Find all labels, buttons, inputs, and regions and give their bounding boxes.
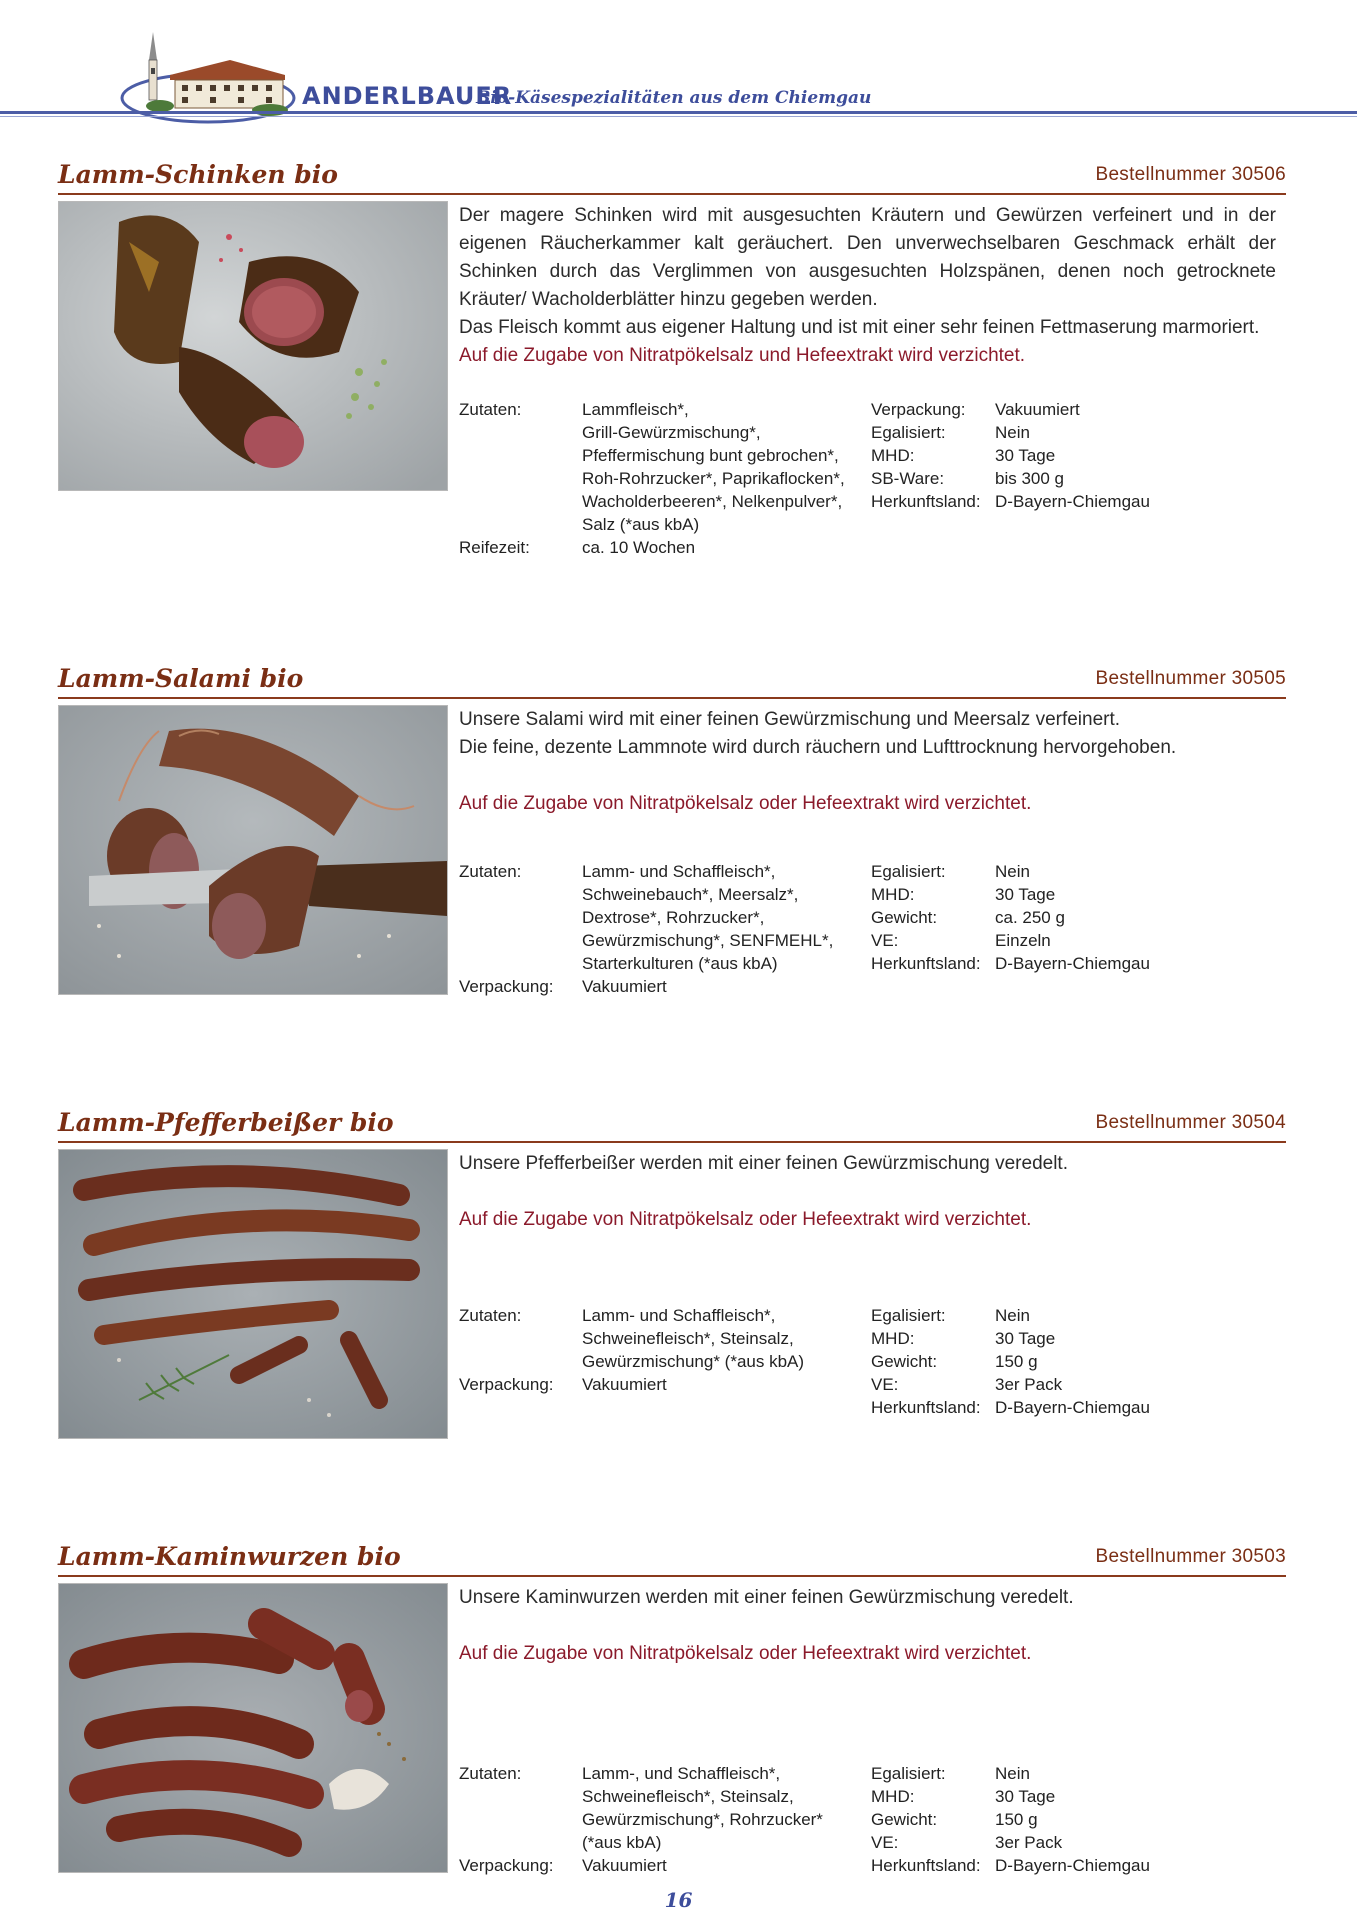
spec-label: Egalisiert: bbox=[871, 862, 946, 881]
spec-label: Egalisiert: bbox=[871, 1306, 946, 1325]
brand-name: ANDERLBAUER bbox=[302, 82, 513, 110]
spec-values-right bbox=[995, 860, 1150, 975]
spec-labels-right bbox=[871, 1762, 981, 1877]
spec-value: Lammfleisch*, bbox=[582, 400, 689, 419]
spec-value: Lamm- und Schaffleisch*, bbox=[582, 1306, 776, 1325]
spec-value: Schweinebauch*, Meersalz*, bbox=[582, 885, 799, 904]
spec-values-left bbox=[582, 1304, 804, 1396]
spec-value: bis 300 g bbox=[995, 469, 1064, 488]
description-paragraph: Das Fleisch kommt aus eigener Haltung und ist mit einer sehr feinen Fettmaserung marmoriert. bbox=[459, 317, 1260, 338]
order-number: Bestellnummer 30504 bbox=[1095, 1112, 1286, 1133]
spec-value: Roh-Rohrzucker*, Paprikaflocken*, bbox=[582, 469, 845, 488]
spec-value: Gewürzmischung*, Rohrzucker* bbox=[582, 1810, 823, 1829]
spec-values-left bbox=[582, 1762, 823, 1877]
spec-labels-right bbox=[871, 860, 981, 975]
spec-value: 30 Tage bbox=[995, 446, 1056, 465]
spec-value: Schweinefleisch*, Steinsalz, bbox=[582, 1787, 794, 1806]
spec-value: Einzeln bbox=[995, 931, 1051, 950]
spec-value: Vakuumiert bbox=[582, 1856, 667, 1875]
spec-label: Zutaten: bbox=[459, 862, 522, 881]
spec-label: VE: bbox=[871, 1375, 899, 1394]
section-divider bbox=[58, 1575, 1286, 1577]
spec-label: Verpackung: bbox=[459, 977, 554, 996]
product-photo bbox=[58, 1583, 448, 1873]
spacer bbox=[459, 1612, 1276, 1640]
product-photo bbox=[58, 201, 448, 491]
spacer bbox=[459, 762, 1276, 790]
spec-label: Verpackung: bbox=[871, 400, 966, 419]
spec-value: Gewürzmischung* (*aus kbA) bbox=[582, 1352, 805, 1371]
spec-value: Lamm- und Schaffleisch*, bbox=[582, 862, 776, 881]
spec-label: Egalisiert: bbox=[871, 423, 946, 442]
description-paragraph: Der magere Schinken wird mit ausgesuchten Kräutern und Gewürzen verfeinert und in der eigenen Räucherkammer kalt geräuchert. Den unverwechselbaren Geschmack erhält der Schinken durch das Verglimmen von ausgesuchten Holzspänen, denen noch getrocknete Kräuter/ Wacholderblätter hinzu gegeben werden. bbox=[459, 205, 1276, 310]
spec-labels-right bbox=[871, 398, 981, 513]
spec-value: D-Bayern-Chiemgau bbox=[995, 1856, 1150, 1875]
spec-value: Nein bbox=[995, 423, 1030, 442]
product-photo bbox=[58, 705, 448, 995]
description-paragraph: Unsere Salami wird mit einer feinen Gewürzmischung und Meersalz verfeinert. bbox=[459, 709, 1121, 730]
spec-label: Gewicht: bbox=[871, 908, 938, 927]
description-paragraph: Unsere Pfefferbeißer werden mit einer feinen Gewürzmischung veredelt. bbox=[459, 1153, 1068, 1174]
spec-values-right bbox=[995, 398, 1150, 513]
spec-label: VE: bbox=[871, 1833, 899, 1852]
spec-value: ca. 250 g bbox=[995, 908, 1065, 927]
spec-values-right bbox=[995, 1304, 1150, 1419]
spec-label: Gewicht: bbox=[871, 1352, 938, 1371]
spec-label: Herkunftsland: bbox=[871, 1398, 981, 1417]
spec-label: Zutaten: bbox=[459, 1764, 522, 1783]
spec-labels-left bbox=[459, 1304, 554, 1396]
additive-note: Auf die Zugabe von Nitratpökelsalz oder Hefeextrakt wird verzichtet. bbox=[459, 793, 1032, 814]
spec-value: D-Bayern-Chiemgau bbox=[995, 492, 1150, 511]
spec-value: 30 Tage bbox=[995, 885, 1056, 904]
spec-labels-right bbox=[871, 1304, 981, 1419]
page-number: 16 bbox=[664, 1888, 693, 1912]
spec-values-left bbox=[582, 860, 833, 998]
spec-label: MHD: bbox=[871, 446, 915, 465]
brand-tagline: Bio-Käsespezialitäten aus dem Chiemgau bbox=[476, 88, 872, 108]
spec-value: 3er Pack bbox=[995, 1833, 1063, 1852]
spec-value: Pfeffermischung bunt gebrochen*, bbox=[582, 446, 839, 465]
spacer bbox=[459, 1178, 1276, 1206]
spec-value: D-Bayern-Chiemgau bbox=[995, 954, 1150, 973]
section-divider bbox=[58, 1141, 1286, 1143]
spec-value: 30 Tage bbox=[995, 1329, 1056, 1348]
farmhouse-logo-icon bbox=[120, 20, 300, 125]
spec-value: 30 Tage bbox=[995, 1787, 1056, 1806]
additive-note: Auf die Zugabe von Nitratpökelsalz oder Hefeextrakt wird verzichtet. bbox=[459, 1643, 1032, 1664]
spec-value: Vakuumiert bbox=[582, 1375, 667, 1394]
spec-label: Gewicht: bbox=[871, 1810, 938, 1829]
product-description bbox=[459, 1584, 1276, 1668]
spec-value: Lamm-, und Schaffleisch*, bbox=[582, 1764, 781, 1783]
spec-label: MHD: bbox=[871, 1329, 915, 1348]
spec-label: Reifezeit: bbox=[459, 538, 530, 557]
spec-value: Schweinefleisch*, Steinsalz, bbox=[582, 1329, 794, 1348]
spec-label: Herkunftsland: bbox=[871, 954, 981, 973]
spec-labels-left bbox=[459, 860, 554, 998]
spec-value: Salz (*aus kbA) bbox=[582, 515, 700, 534]
spec-label: Verpackung: bbox=[459, 1856, 554, 1875]
page-header bbox=[0, 0, 1357, 130]
order-number: Bestellnummer 30503 bbox=[1095, 1546, 1286, 1567]
spec-label: Herkunftsland: bbox=[871, 1856, 981, 1875]
spec-value: 150 g bbox=[995, 1352, 1038, 1371]
product-title: Lamm-Salami bio bbox=[58, 664, 304, 693]
spec-label: Herkunftsland: bbox=[871, 492, 981, 511]
spec-value: D-Bayern-Chiemgau bbox=[995, 1398, 1150, 1417]
product-photo bbox=[58, 1149, 448, 1439]
spec-value: Grill-Gewürzmischung*, bbox=[582, 423, 761, 442]
spec-label: Egalisiert: bbox=[871, 1764, 946, 1783]
spec-value: Wacholderbeeren*, Nelkenpulver*, bbox=[582, 492, 843, 511]
section-divider bbox=[58, 697, 1286, 699]
spec-label: VE: bbox=[871, 931, 899, 950]
additive-note: Auf die Zugabe von Nitratpökelsalz und Hefeextrakt wird verzichtet. bbox=[459, 345, 1026, 366]
spec-label: MHD: bbox=[871, 1787, 915, 1806]
spec-value: Nein bbox=[995, 1306, 1030, 1325]
spec-value: Starterkulturen (*aus kbA) bbox=[582, 954, 778, 973]
spec-value: Nein bbox=[995, 1764, 1030, 1783]
additive-note: Auf die Zugabe von Nitratpökelsalz oder Hefeextrakt wird verzichtet. bbox=[459, 1209, 1032, 1230]
spec-label: MHD: bbox=[871, 885, 915, 904]
product-description bbox=[459, 202, 1276, 370]
spec-label: Zutaten: bbox=[459, 400, 522, 419]
spec-label: SB-Ware: bbox=[871, 469, 945, 488]
spec-values-left bbox=[582, 398, 845, 559]
spec-value: ca. 10 Wochen bbox=[582, 538, 696, 557]
spec-value: Vakuumiert bbox=[582, 977, 667, 996]
header-divider bbox=[0, 111, 1357, 114]
spec-labels-left bbox=[459, 398, 530, 559]
spec-value: (*aus kbA) bbox=[582, 1833, 662, 1852]
spec-value: 150 g bbox=[995, 1810, 1038, 1829]
spec-value: Gewürzmischung*, SENFMEHL*, bbox=[582, 931, 834, 950]
spec-label: Verpackung: bbox=[459, 1375, 554, 1394]
order-number: Bestellnummer 30506 bbox=[1095, 164, 1286, 185]
spec-labels-left bbox=[459, 1762, 554, 1877]
product-title: Lamm-Schinken bio bbox=[58, 160, 338, 189]
header-divider-thin bbox=[0, 116, 1357, 117]
product-title: Lamm-Pfefferbeißer bio bbox=[58, 1108, 394, 1137]
product-title: Lamm-Kaminwurzen bio bbox=[58, 1542, 401, 1571]
product-description bbox=[459, 706, 1276, 818]
description-paragraph: Unsere Kaminwurzen werden mit einer feinen Gewürzmischung veredelt. bbox=[459, 1587, 1074, 1608]
spec-value: 3er Pack bbox=[995, 1375, 1063, 1394]
order-number: Bestellnummer 30505 bbox=[1095, 668, 1286, 689]
description-paragraph: Die feine, dezente Lammnote wird durch räuchern und Lufttrocknung hervorgehoben. bbox=[459, 737, 1177, 758]
spec-value: Dextrose*, Rohrzucker*, bbox=[582, 908, 765, 927]
spec-value: Vakuumiert bbox=[995, 400, 1080, 419]
spec-label: Zutaten: bbox=[459, 1306, 522, 1325]
section-divider bbox=[58, 193, 1286, 195]
spec-values-right bbox=[995, 1762, 1150, 1877]
spec-value: Nein bbox=[995, 862, 1030, 881]
product-description bbox=[459, 1150, 1276, 1234]
